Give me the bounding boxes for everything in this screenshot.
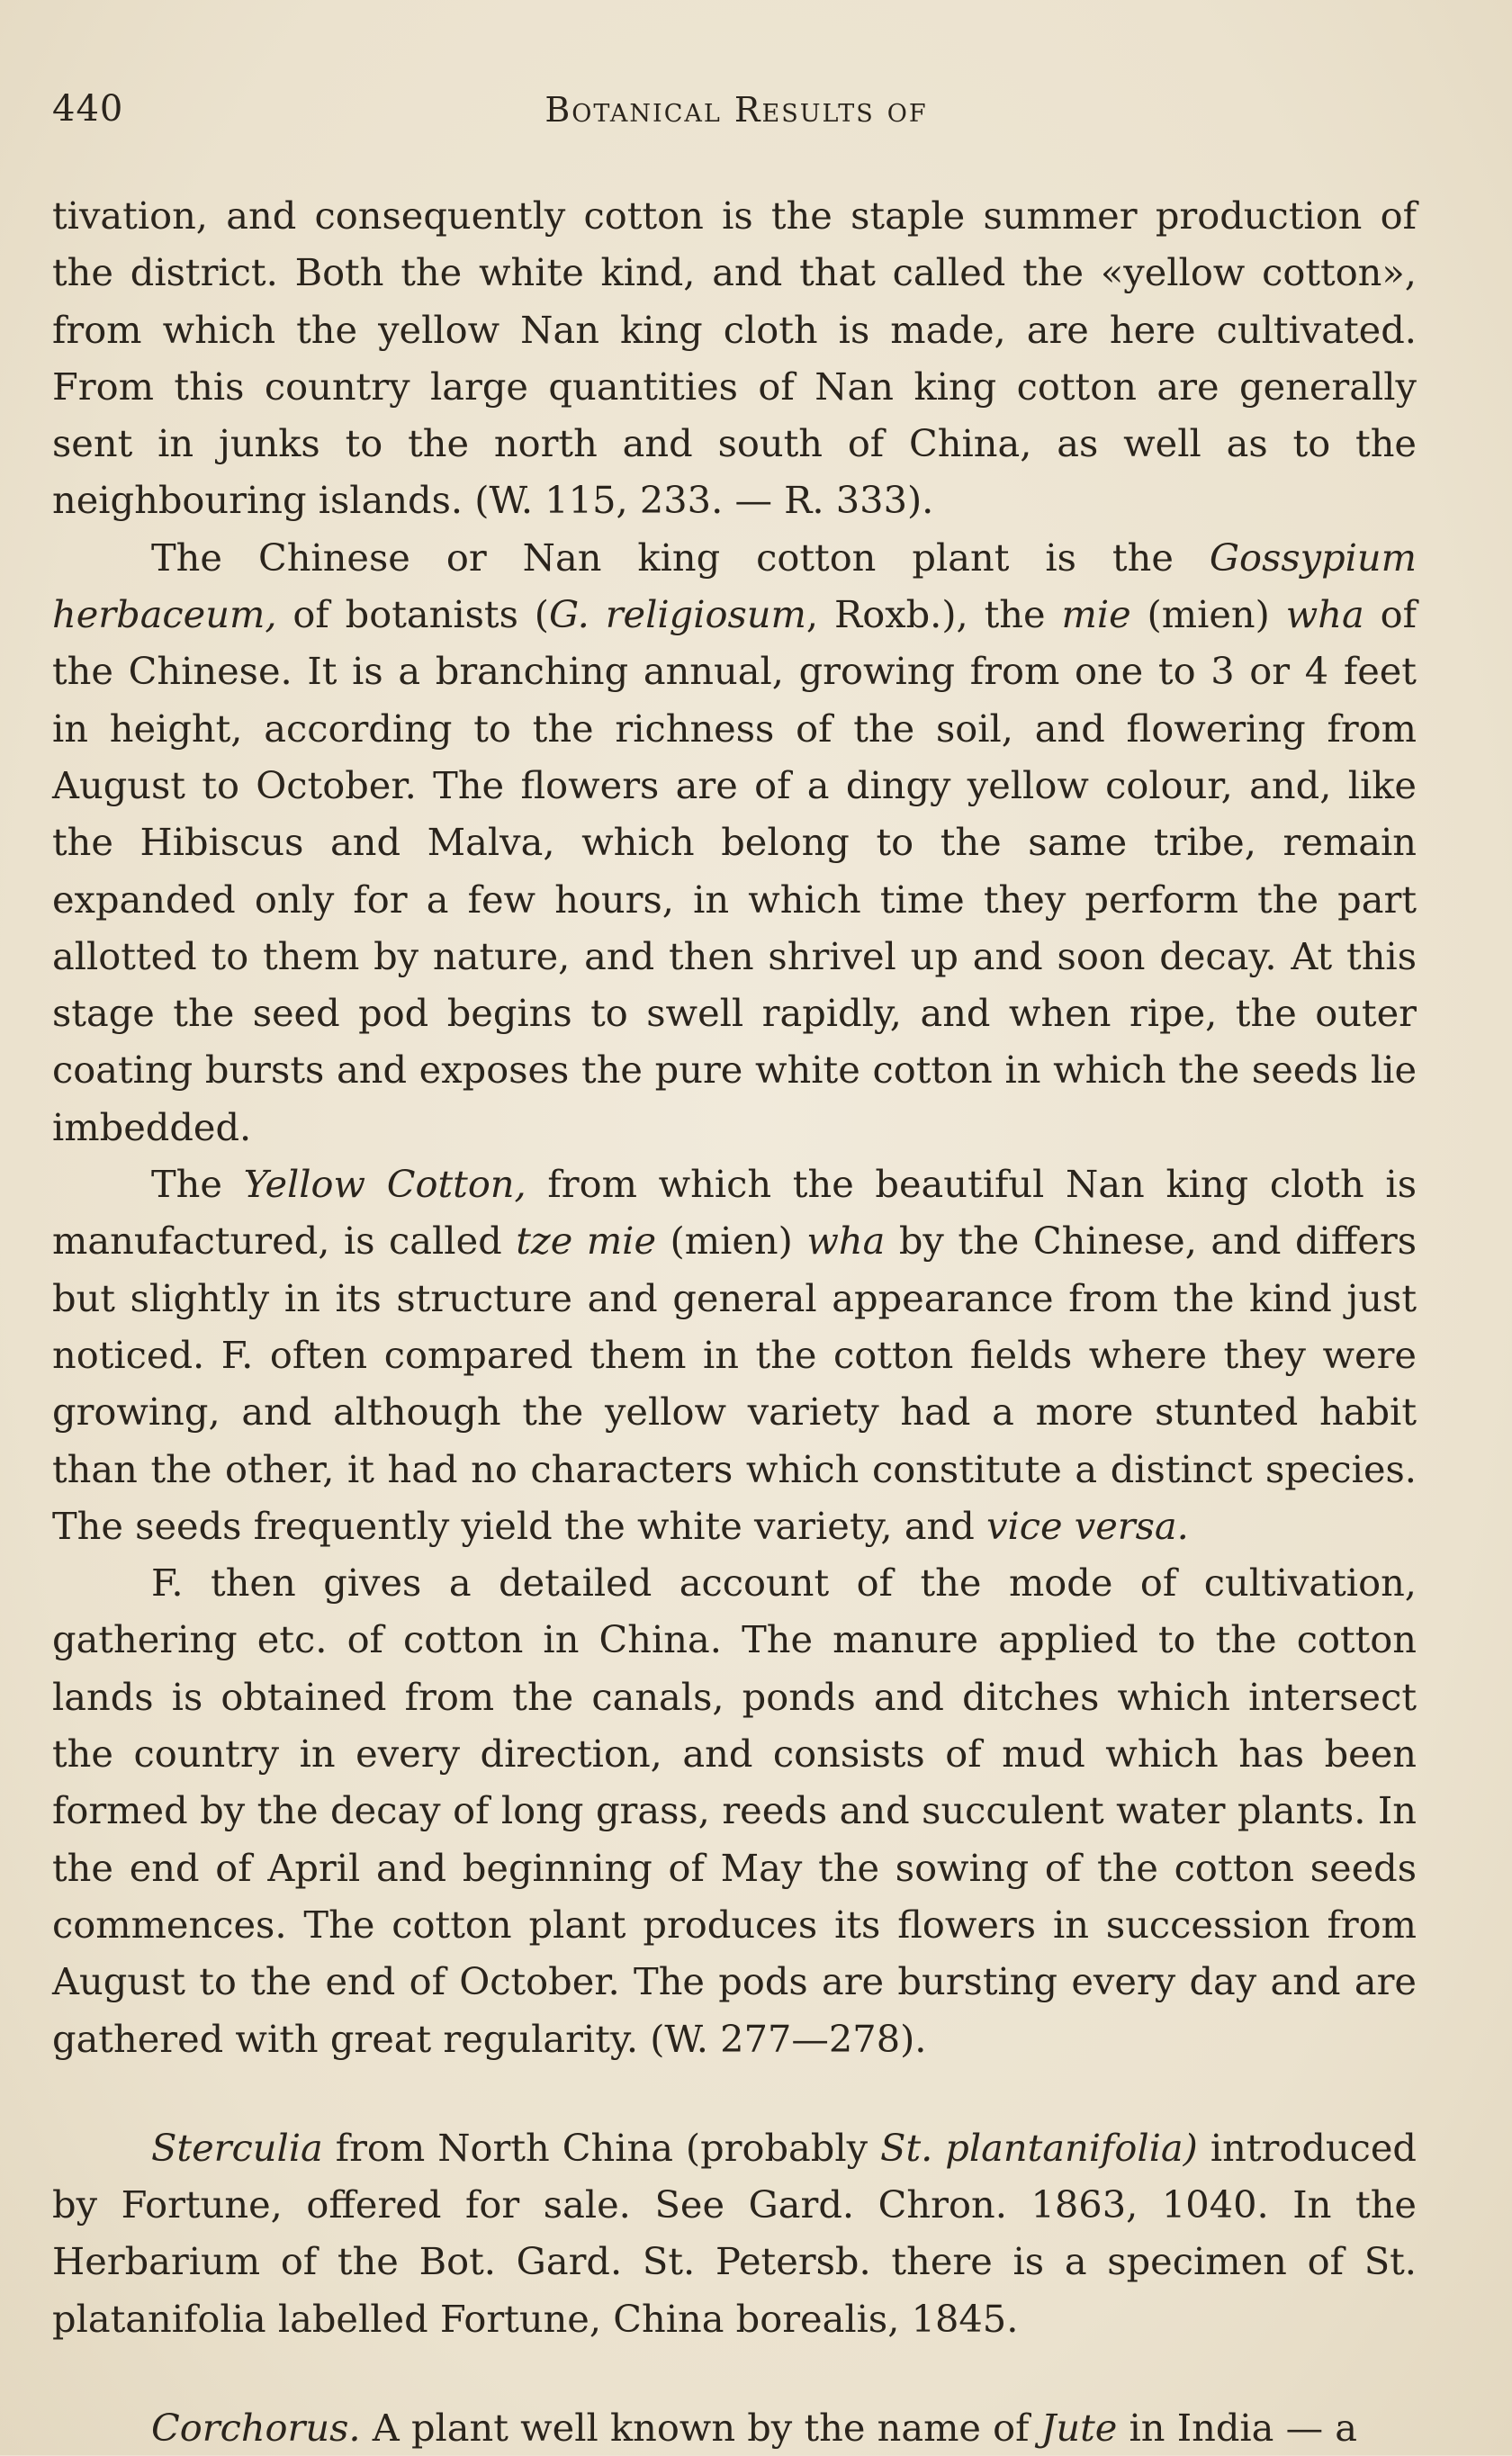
page-number: 440 <box>52 88 124 130</box>
text-run: from which the beautiful Nan king cloth is manufactured, is called <box>52 1162 1417 1264</box>
italic-run: mie <box>1061 592 1131 637</box>
italic-run: Jute <box>1040 2405 1118 2450</box>
paragraph-5 <box>52 2119 1417 2347</box>
text-run: of botanists ( <box>276 592 549 637</box>
italic-run: St. plantanifolia) <box>880 2125 1198 2170</box>
text-run: of the Chinese. It is a branching annual, growing from one to 3 or 4 feet in height, according to the richness of the soil, and flowering from August to October. The flowers are of a dingy yellow colour, and, like the Hibiscus and Malva, which belong to the same tribe, remain expanded only for a few hours, in which time they perform the part allotted to them by nature, and then shrivel up and soon decay. At this stage the seed pod begins to swell rapidly, and when ripe, the outer coating bursts and exposes the pure white cotton in which the seeds lie imbedded. <box>52 592 1417 1149</box>
text-run: by the Chinese, and differs but slightly in its structure and general appearance from the kind just noticed. F. often compared them in the cotton fields where they were growing, and although the yellow variety had a more stunted habit than the other, it had no characters which constitute a distinct species. The seeds frequently yield the white variety, and <box>52 1219 1417 1548</box>
section-gap <box>52 2067 1417 2119</box>
page-header <box>52 88 1420 151</box>
italic-run: Sterculia <box>151 2125 323 2170</box>
paragraph-2 <box>52 529 1417 1156</box>
running-head: Botanical Results of <box>544 90 928 130</box>
text-run: from North China (probably <box>322 2125 881 2170</box>
italic-run: Gossypium herbaceum, <box>52 535 1417 637</box>
text-run: (mien) <box>1130 592 1286 637</box>
section-gap <box>52 2347 1417 2399</box>
paragraph-4: F. then gives a detailed account of the mode of cultivation, gathering etc. of cotton in China. The manure applied to the cotton lands is obtained from the canals, ponds and ditches which intersect the country in every direction, and consists of mud which has been formed by the decay of long grass, reeds and succulent water plants. In the end of April and beginning of May the sowing of the cotton seeds commences. The cotton plant produces its flowers in succession from August to the end of October. The pods are bursting every day and are gathered with great regularity. (W. 277—278). <box>52 1561 1417 2061</box>
italic-run: G. religiosum <box>548 592 806 637</box>
text-run: introduced by Fortune, offered for sale. See Gard. Chron. 1863, 1040. In the Herbarium of the Bot. Gard. St. Petersb. there is a specimen of St. platanifolia labelled Fortune, China borealis, 1845. <box>52 2125 1417 2341</box>
italic-run: vice versa. <box>986 1503 1189 1548</box>
text-run: , Roxb.), the <box>806 592 1062 637</box>
paragraph-3 <box>52 1156 1417 1554</box>
italic-run: wha <box>1285 592 1364 637</box>
text-run: A plant well known by the name of <box>360 2405 1041 2450</box>
italic-run: wha <box>806 1219 886 1264</box>
paragraph-1: tivation, and consequently cotton is the staple summer production of the district. Both the white kind, and that called the «yellow cotton», from which the yellow Nan king cloth is made, are here cultivated. From this country large quantities of Nan king cotton are generally sent in junks to the north and south of China, as well as to the neighbouring islands. (W. 115, 233. — R. 333). <box>52 193 1417 523</box>
text-run: The Chinese or Nan king cotton plant is the <box>151 535 1210 580</box>
text-run: in India — a <box>1117 2405 1358 2450</box>
italic-run: tze mie <box>516 1219 657 1264</box>
text-run: (mien) <box>656 1219 807 1264</box>
text-run: The <box>151 1162 244 1207</box>
italic-run: Yellow Cotton, <box>243 1162 526 1207</box>
body-text <box>52 187 1417 2456</box>
paragraph-6 <box>52 2399 1417 2456</box>
italic-run: Corchorus. <box>151 2405 361 2450</box>
